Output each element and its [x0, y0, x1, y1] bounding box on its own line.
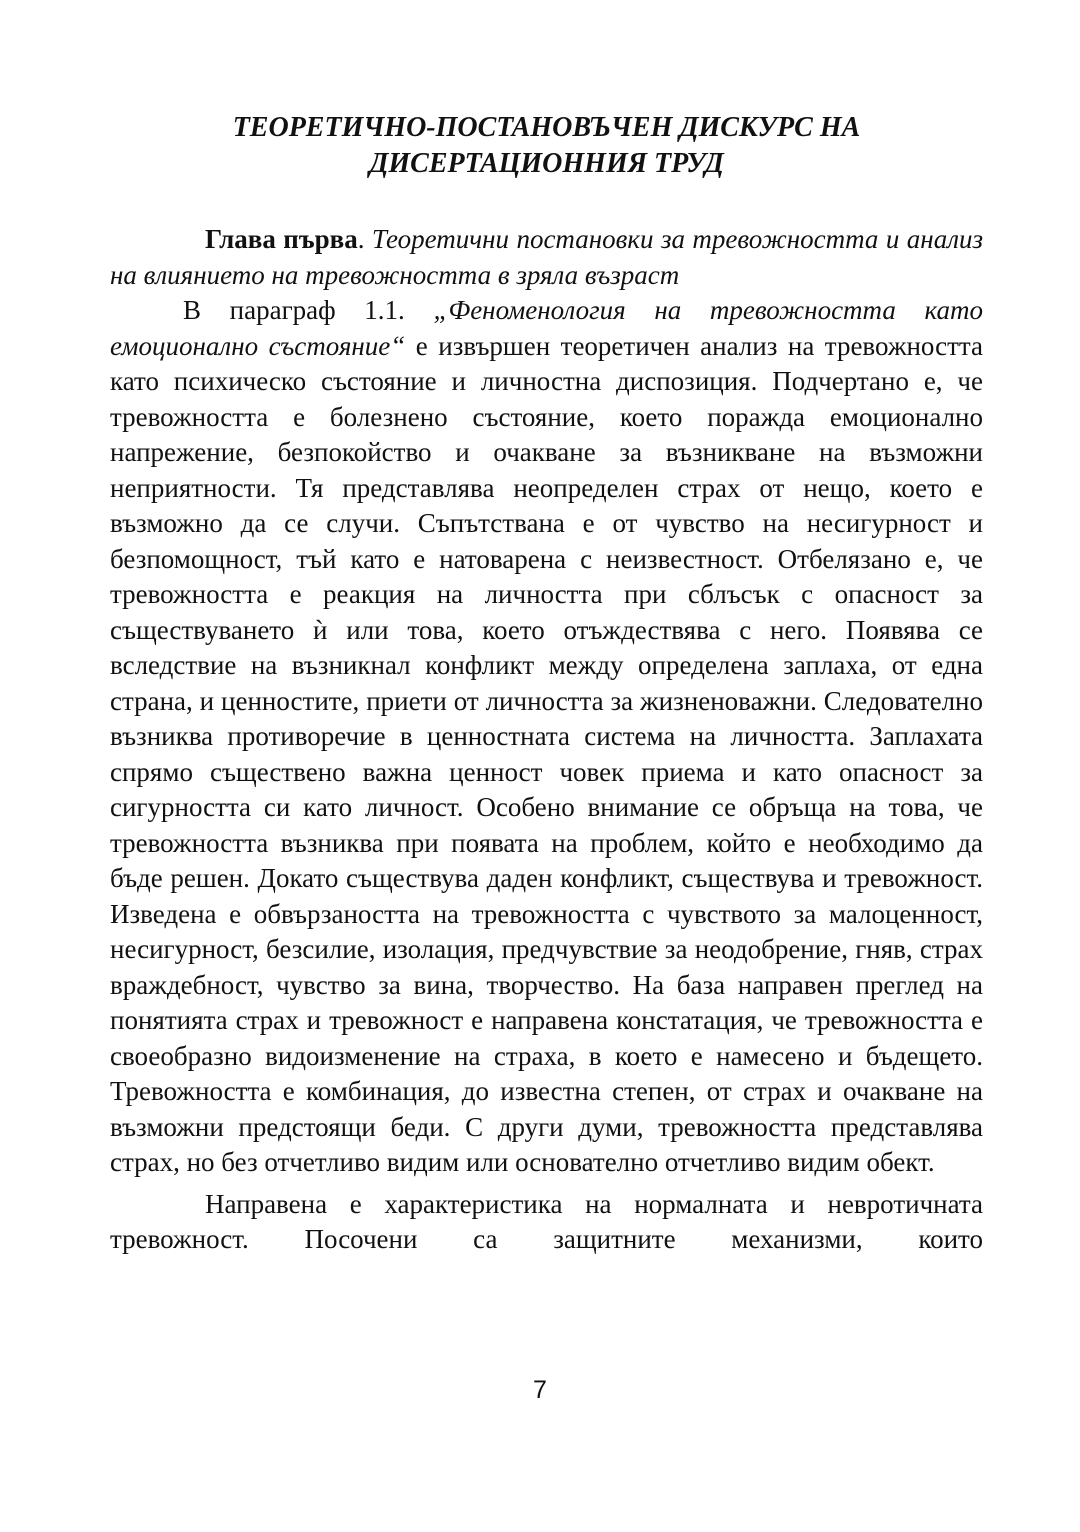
document-page: [110, 110, 983, 1258]
paragraph-1-lead: В параграф 1.1.: [183, 295, 434, 325]
page-number: 7: [533, 1376, 547, 1404]
section-title: [110, 110, 983, 182]
section-title-line-2: ДИСЕРТАЦИОННИЯ ТРУД: [369, 148, 724, 179]
chapter-separator: .: [357, 224, 372, 254]
chapter-label: Глава първа: [205, 224, 358, 254]
body-paragraph-2: Направена е характеристика на нормалната и невротичната тревожност. Посочени са защитните механизми, които: [110, 1188, 983, 1254]
paragraph-1-body: е извършен теоретичен анализ на тревожността като психическо състояние и личностна диспозиция. Подчертано е, че тревожността е болезнено състояние, което поражда емоционално напрежение, безпокойство и очакване за възникване на възможни неприятности. Тя представлява неопределен страх от нещо, което е възможно да се случи. Съпътствана е от чувство на несигурност и безпомощност, тъй като е натоварена с неизвестност. Отбелязано е, че тревожността е реакция на личността при сблъсък с опасност за съществуването ѝ или това, което отъждествява с него. Появява се вследствие на възникнал конфликт между определена заплаха, от една страна, и ценностите, приети от личността за жизненоважни. Следователно възниква противоречие в ценностната система на личността. Заплахата спрямо съществено важна ценност човек приема и като опасност за сигурността си като личност. Особено внимание се обръща на това, че тревожността възниква при появата на проблем, който е необходимо да бъде решен. Докато съществува даден конфликт, съществува и тревожност. Изведена е обвързаността на тревожността с чувството за малоценност, несигурност, безсилие, изолация, предчувствие за неодобрение, гняв, страх враждебност, чувство за вина, творчество. На база направен преглед на понятията страх и тревожност е направена констатация, че тревожността е своеобразно видоизменение на страха, в което е намесено и бъдещето. Тревожността е комбинация, до известна степен, от страх и очакване на възможни предстоящи беди. С други думи, тревожността представлява страх, но без отчетливо видим или основателно отчетливо видим обект.: [110, 330, 983, 1177]
section-title-line-1: ТЕОРЕТИЧНО-ПОСТАНОВЪЧЕН ДИСКУРС НА: [232, 112, 861, 143]
chapter-heading: [110, 222, 983, 293]
body-paragraph-1: [110, 293, 983, 1181]
paragraph-1-italic-title: „Феноменология на тревожността като емоционално състояние“: [110, 295, 983, 361]
chapter-subtitle: Теоретични постановки за тревожността и анализ на влиянието на тревожността в зряла възраст: [110, 224, 984, 290]
